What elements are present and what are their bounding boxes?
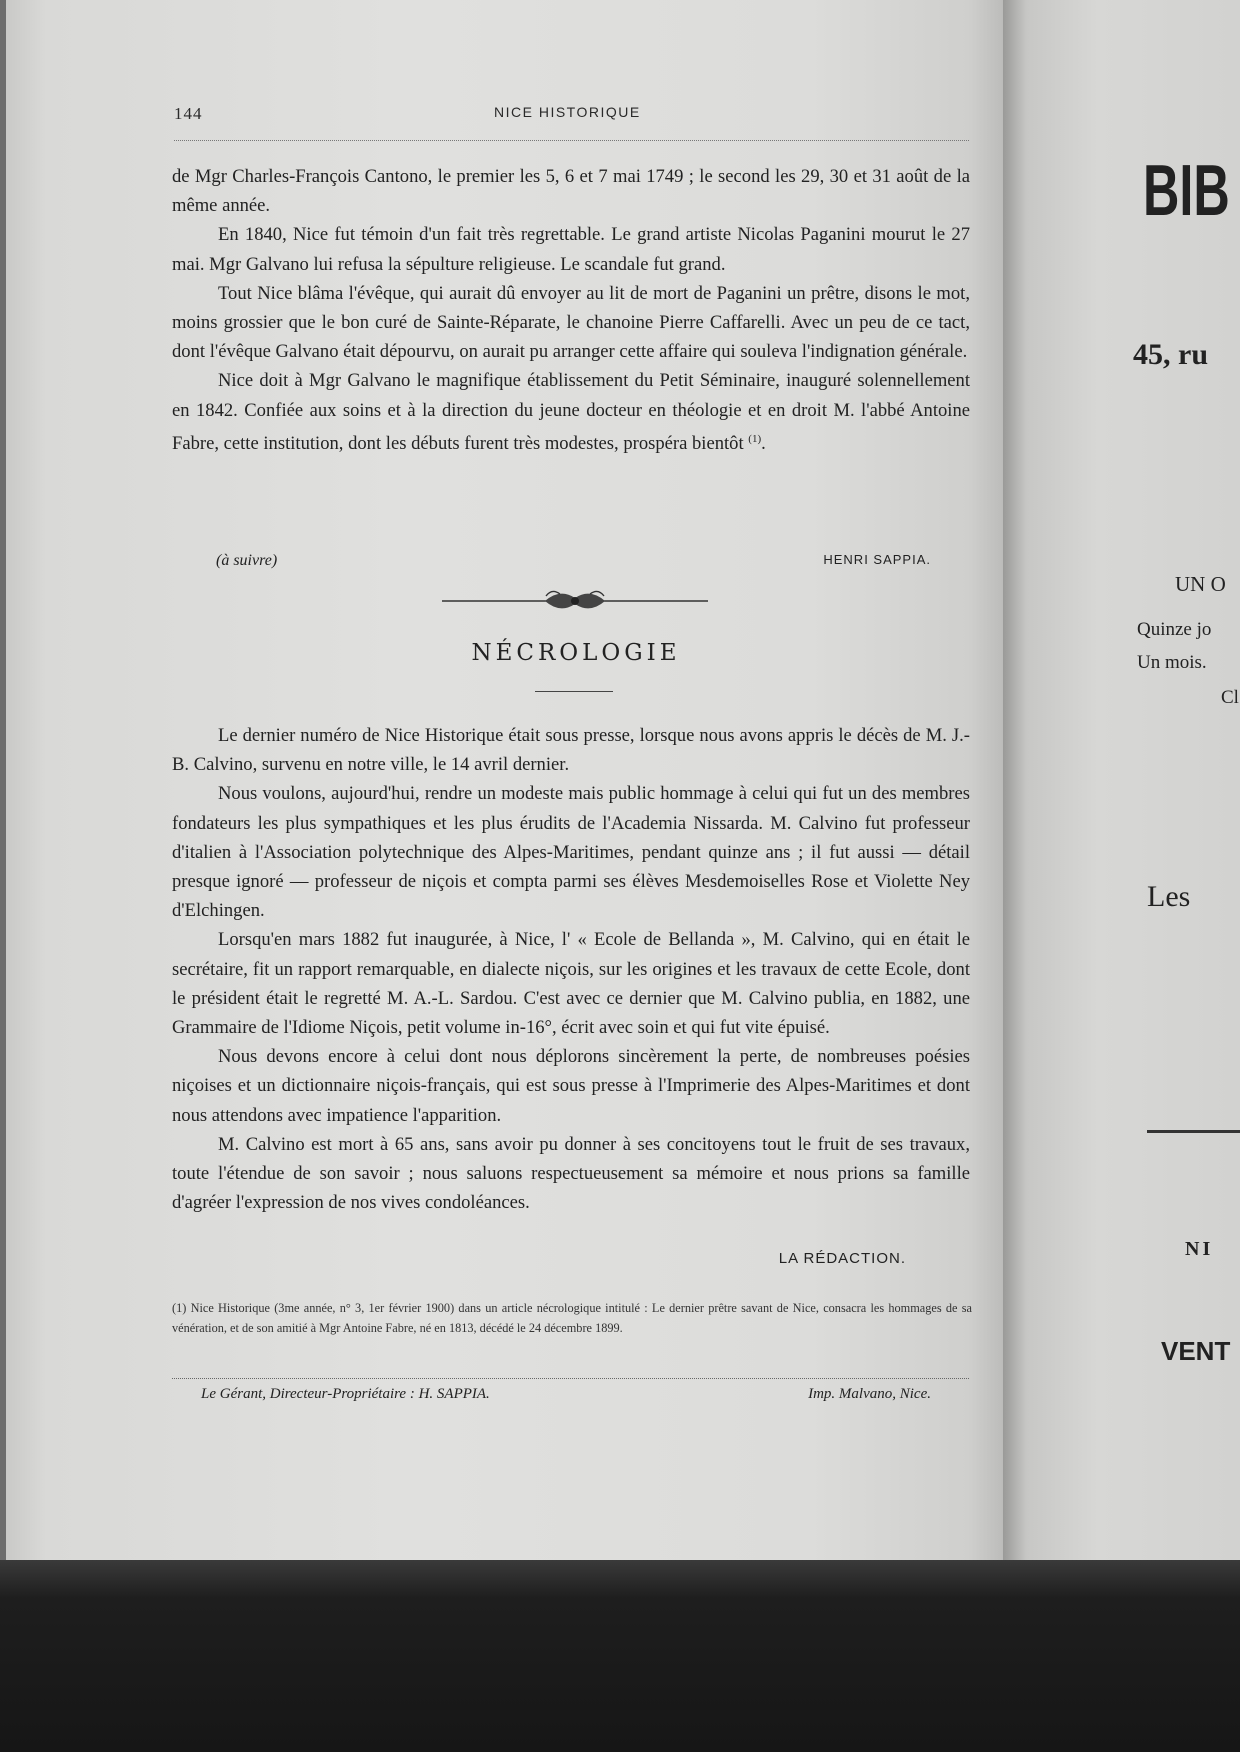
paragraph-text: Nice doit à Mgr Galvano le magnifique établissement du Petit Séminaire, inauguré solennellement en 1842. Confiée aux soins et à la direction du jeune docteur en théologie et en droit M. l'abbé Antoine Fabre, cette institution, dont les débuts furent très modestes, prospéra bientôt xyxy=(172,370,970,455)
footnote-marker: (1) xyxy=(748,432,762,445)
obituary-text xyxy=(172,721,970,1217)
header-rule xyxy=(174,140,969,141)
facing-text: 45, ru xyxy=(1133,338,1208,371)
paragraph: M. Calvino est mort à 65 ans, sans avoir pu donner à ses concitoyens tout le fruit de ses travaux, toute l'étendue de son savoir ; nous saluons respectueusement sa mémoire et nous prions sa famille d'agréer l'expression de nos vives condoléances. xyxy=(172,1133,970,1214)
author-signature: HENRI SAPPIA. xyxy=(823,552,931,567)
section-title: NÉCROLOGIE xyxy=(471,640,681,666)
paragraph: Le dernier numéro de Nice Historique était sous presse, lorsque nous avons appris le décès de M. J.-B. Calvino, survenu en notre ville, le 14 avril dernier. xyxy=(172,725,970,776)
footer-rule xyxy=(172,1378,969,1379)
facing-text: UN O xyxy=(1175,572,1226,596)
paragraph: Nous devons encore à celui dont nous déplorons sincèrement la perte, de nombreuses poésies niçoises et un dictionnaire niçois-français, qui est sous presse à l'Imprimerie des Alpes-Maritimes et dont nous attendons avec impatience l'apparition. xyxy=(172,1046,970,1126)
facing-text: Les xyxy=(1147,880,1191,913)
running-head xyxy=(174,104,969,126)
facing-text: Un mois. xyxy=(1137,652,1207,673)
journal-title: NICE HISTORIQUE xyxy=(494,104,641,120)
printer-credit: Imp. Malvano, Nice. xyxy=(808,1386,931,1402)
facing-text: VENT xyxy=(1161,1336,1231,1366)
paragraph: En 1840, Nice fut témoin d'un fait très regrettable. Le grand artiste Nicolas Paganini mourut le 27 mai. Mgr Galvano lui refusa la sépulture religieuse. Le scandale fut grand. xyxy=(172,224,970,275)
facing-text: Cl xyxy=(1221,687,1239,708)
paragraph: Tout Nice blâma l'évêque, qui aurait dû envoyer au lit de mort de Paganini un prêtre, disons le mot, moins grossier que le bon curé de Sainte-Réparate, le chanoine Pierre Caffarelli. Avec un peu de ce tact, dont l'évêque Galvano était dépourvu, on aurait pu arranger cette affaire qui souleva l'indignation générale. xyxy=(172,282,970,363)
to-follow-note: (à suivre) xyxy=(216,552,278,569)
paragraph: Nice doit à Mgr Galvano le magnifique établissement du Petit Séminaire, inauguré solennellement en 1842. Confiée aux soins et à la direction du jeune docteur en théologie et en droit M. l'abbé Antoine Fabre, cette institution, dont les débuts furent très modestes, prospéra bientôt $^{(1)}$. xyxy=(172,370,970,455)
title-rule xyxy=(535,691,613,692)
page-number: 144 xyxy=(174,104,203,123)
redaction-signature: LA RÉDACTION. xyxy=(778,1250,906,1267)
scan-background xyxy=(0,1560,1240,1752)
footnote: (1) Nice Historique (3me année, n° 3, 1er février 1900) dans un article nécrologique intitulé : Le dernier prêtre savant de Nice, consacra les hommages de sa vénération, et de son amitié à Mgr Antoine Fabre, né en 1813, décédé le 24 décembre 1899. xyxy=(172,1301,972,1335)
facing-text: Quinze jo xyxy=(1137,619,1212,640)
paragraph: Nous voulons, aujourd'hui, rendre un modeste mais public hommage à celui qui fut un des membres fondateurs les plus sympathiques et les plus érudits de l'Academia Nissarda. M. Calvino fut professeur d'italien à l'Association polytechnique des Alpes-Maritimes, pendant quinze ans ; il fut aussi — détail presque ignoré — professeur de niçois et compta parmi ses élèves Mesdemoiselles Rose et Violette Ney d'Elchingen. xyxy=(172,783,970,922)
facing-text: NI xyxy=(1185,1238,1214,1260)
ornament-divider xyxy=(442,584,708,616)
paragraph: Lorsqu'en mars 1882 fut inaugurée, à Nice, l' « Ecole de Bellanda », M. Calvino, qui en était le secrétaire, fit un rapport remarquable, en dialecte niçois, sur les origines et les travaux de cette Ecole, dont le président était le regretté M. A.-L. Sardou. C'est avec ce dernier que M. Calvino publia, en 1882, une Grammaire de l'Idiome Niçois, petit volume in-16°, écrit avec soin et qui fut vite épuisé. xyxy=(172,929,970,1039)
facing-rule xyxy=(1147,1130,1240,1133)
paragraph: de Mgr Charles-François Cantono, le premier les 5, 6 et 7 mai 1749 ; le second les 29, 30 et 31 août de la même année. xyxy=(172,166,970,217)
signature-line xyxy=(216,552,931,576)
facing-text: BIB xyxy=(1143,151,1230,231)
article-continuation xyxy=(172,162,970,458)
facing-page-edge xyxy=(1003,0,1240,1575)
imprint-line xyxy=(201,1386,931,1408)
publisher-credit: Le Gérant, Directeur-Propriétaire : H. SAPPIA. xyxy=(201,1386,490,1402)
